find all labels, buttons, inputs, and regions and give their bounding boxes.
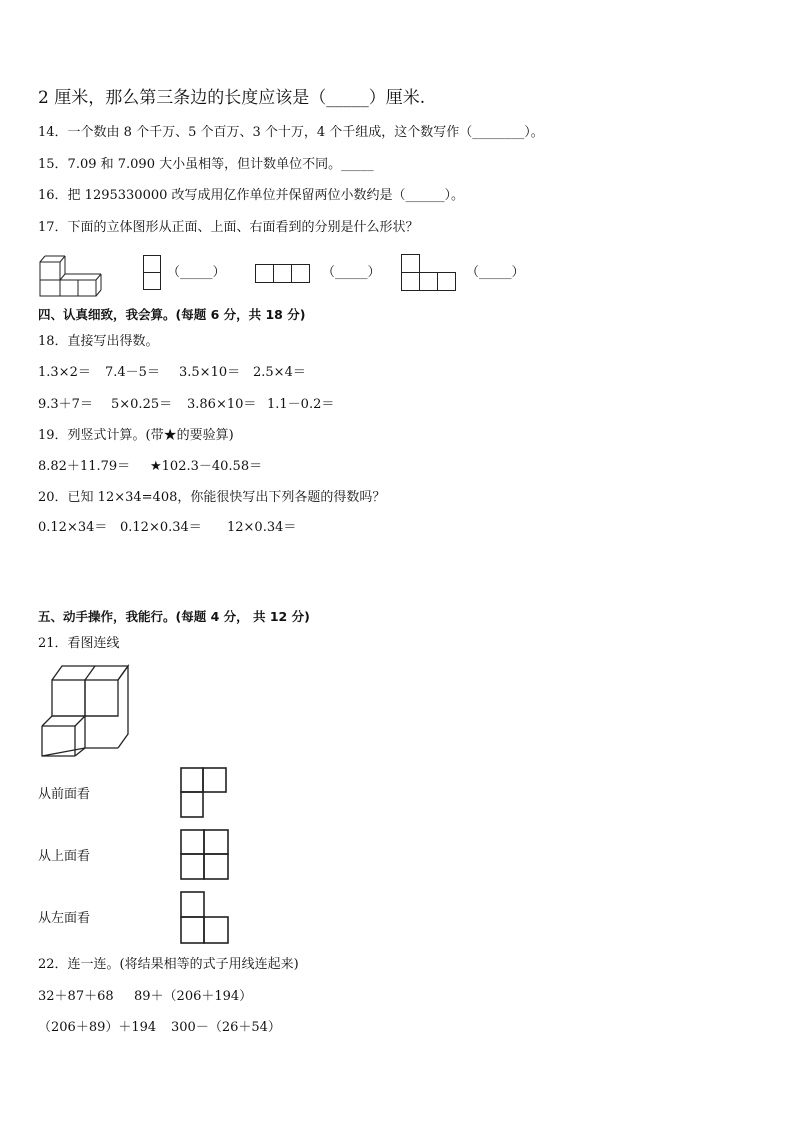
q17-view-c <box>401 254 459 292</box>
q18-item: 2.5×4＝ <box>253 365 306 380</box>
q21-solid-figure <box>40 664 130 758</box>
q17-solid-figure <box>40 252 102 298</box>
q22-expression: 300－（26＋54） <box>171 1020 281 1035</box>
question-17: 17．下面的立体图形从正面、上面、右面看到的分别是什么形状？ <box>38 220 419 235</box>
q22-expression: 32＋87＋68 <box>38 989 114 1004</box>
q21-view-label-top: 从上面看 <box>38 849 91 864</box>
q22-expression: （206＋89）＋194 <box>38 1020 157 1035</box>
q20-item: 0.12×34＝ <box>38 520 108 535</box>
q21-left-view <box>180 891 230 945</box>
q20-item: 12×0.34＝ <box>227 520 297 535</box>
q17-blank-3: （_____） <box>466 265 525 280</box>
section-5-heading: 五、动手操作，我能行。(每题 4 分， 共 12 分) <box>38 609 310 624</box>
q18-item: 5×0.25＝ <box>111 397 173 412</box>
question-18: 18．直接写出得数。 <box>38 334 159 349</box>
question-16: 16．把 1295330000 改写成用亿作单位并保留两位小数约是（______）。 <box>38 188 465 203</box>
q18-item: 1.1－0.2＝ <box>267 397 335 412</box>
question-22: 22．连一连。(将结果相等的式子用线连起来) <box>38 957 299 972</box>
q21-view-label-left: 从左面看 <box>38 911 91 926</box>
section-4-heading: 四、认真细致，我会算。(每题 6 分，共 18 分) <box>38 307 306 322</box>
q18-item: 1.3×2＝ <box>38 365 91 380</box>
question-19: 19．列竖式计算。(带★的要验算) <box>38 428 234 443</box>
q21-top-view <box>180 829 230 881</box>
question-15: 15．7.09 和 7.090 大小虽相等，但计数单位不同。_____ <box>38 157 374 172</box>
q18-item: 7.4－5＝ <box>105 365 160 380</box>
q19-item: ★102.3－40.58＝ <box>150 459 263 474</box>
question-20: 20．已知 12×34=408，你能很快写出下列各题的得数吗？ <box>38 490 386 505</box>
q17-view-b <box>255 264 311 284</box>
q20-item: 0.12×0.34＝ <box>120 520 202 535</box>
q18-item: 3.86×10＝ <box>187 397 257 412</box>
q17-blank-2: （_____） <box>322 265 381 280</box>
q17-view-a <box>143 255 161 291</box>
q18-item: 3.5×10＝ <box>179 365 241 380</box>
q17-blank-1: （_____） <box>167 265 226 280</box>
q13-tail-text: 2 厘米，那么第三条边的长度应该是（_____）厘米. <box>38 88 426 108</box>
q21-front-view <box>180 767 228 819</box>
question-14: 14．一个数由 8 个千万、5 个百万、3 个十万，4 个千组成，这个数写作（________）。 <box>38 125 544 140</box>
q19-item: 8.82＋11.79＝ <box>38 459 131 474</box>
q22-expression: 89＋（206＋194） <box>134 989 253 1004</box>
q21-view-label-front: 从前面看 <box>38 787 91 802</box>
question-21: 21．看图连线 <box>38 636 120 651</box>
q18-item: 9.3＋7＝ <box>38 397 93 412</box>
